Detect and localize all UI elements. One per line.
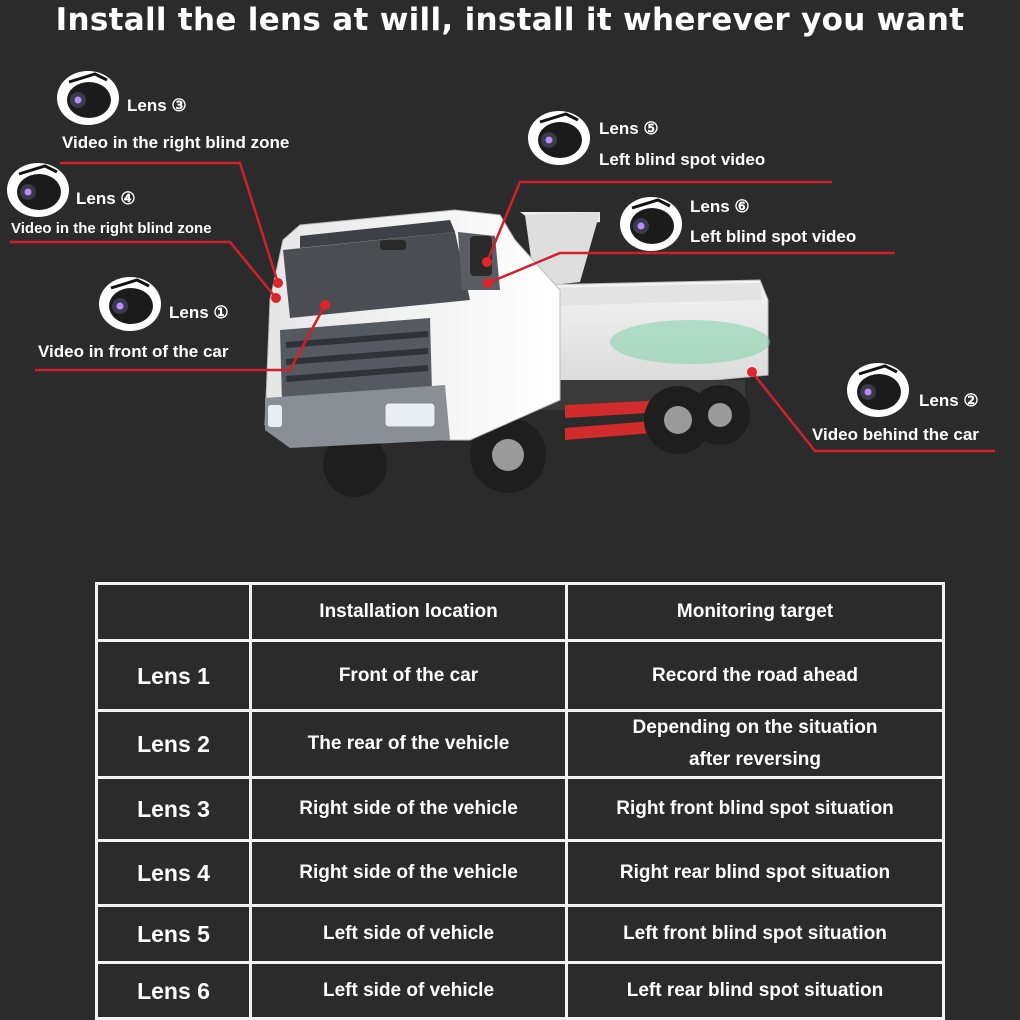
table-header-row xyxy=(97,584,944,641)
row-target: Right rear blind spot situation xyxy=(567,841,944,906)
camera-icon xyxy=(55,68,121,126)
row-location: Right side of the vehicle xyxy=(251,841,567,906)
row-location: Right side of the vehicle xyxy=(251,778,567,841)
lens-2-label: Lens ② xyxy=(919,391,979,410)
row-location: Left side of vehicle xyxy=(251,906,567,963)
row-lens-name: Lens 2 xyxy=(97,711,251,778)
lens-2-caption: Video behind the car xyxy=(812,425,979,444)
lens-3-caption: Video in the right blind zone xyxy=(62,133,290,152)
lens-4-label: Lens ④ xyxy=(76,189,136,208)
lens-spec-table xyxy=(95,582,945,1020)
header-installation-location: Installation location xyxy=(251,584,567,641)
camera-icon xyxy=(845,360,911,418)
lens-1-label: Lens ① xyxy=(169,303,229,322)
row-target: Left rear blind spot situation xyxy=(567,963,944,1019)
lens-5-label: Lens ⑤ xyxy=(599,119,659,138)
row-location: The rear of the vehicle xyxy=(251,711,567,778)
table-row xyxy=(97,963,944,1019)
row-lens-name: Lens 5 xyxy=(97,906,251,963)
row-target: Depending on the situation after reversing xyxy=(567,711,944,778)
lens-1-caption: Video in front of the car xyxy=(38,342,229,361)
camera-icon xyxy=(618,194,684,252)
camera-icon xyxy=(526,108,592,166)
lens-6-caption: Left blind spot video xyxy=(690,227,857,246)
row-lens-name: Lens 1 xyxy=(97,641,251,711)
row-lens-name: Lens 3 xyxy=(97,778,251,841)
row-target: Left front blind spot situation xyxy=(567,906,944,963)
row-target: Record the road ahead xyxy=(567,641,944,711)
table-row xyxy=(97,641,944,711)
camera-icon xyxy=(97,274,163,332)
row-lens-name: Lens 4 xyxy=(97,841,251,906)
row-lens-name: Lens 6 xyxy=(97,963,251,1019)
table-row xyxy=(97,711,944,778)
row-location: Front of the car xyxy=(251,641,567,711)
lens-3-label: Lens ③ xyxy=(127,96,187,115)
page-title: Install the lens at will, install it wherever you want xyxy=(55,2,965,38)
lens-6-label: Lens ⑥ xyxy=(690,197,750,216)
table-row xyxy=(97,906,944,963)
lens-4-caption: Video in the right blind zone xyxy=(11,220,212,237)
header-cell-blank xyxy=(97,584,251,641)
row-target: Right front blind spot situation xyxy=(567,778,944,841)
table-row xyxy=(97,778,944,841)
camera-icon xyxy=(5,160,71,218)
lens-5-caption: Left blind spot video xyxy=(599,150,766,169)
header-monitoring-target: Monitoring target xyxy=(567,584,944,641)
table-row xyxy=(97,841,944,906)
row-location: Left side of vehicle xyxy=(251,963,567,1019)
